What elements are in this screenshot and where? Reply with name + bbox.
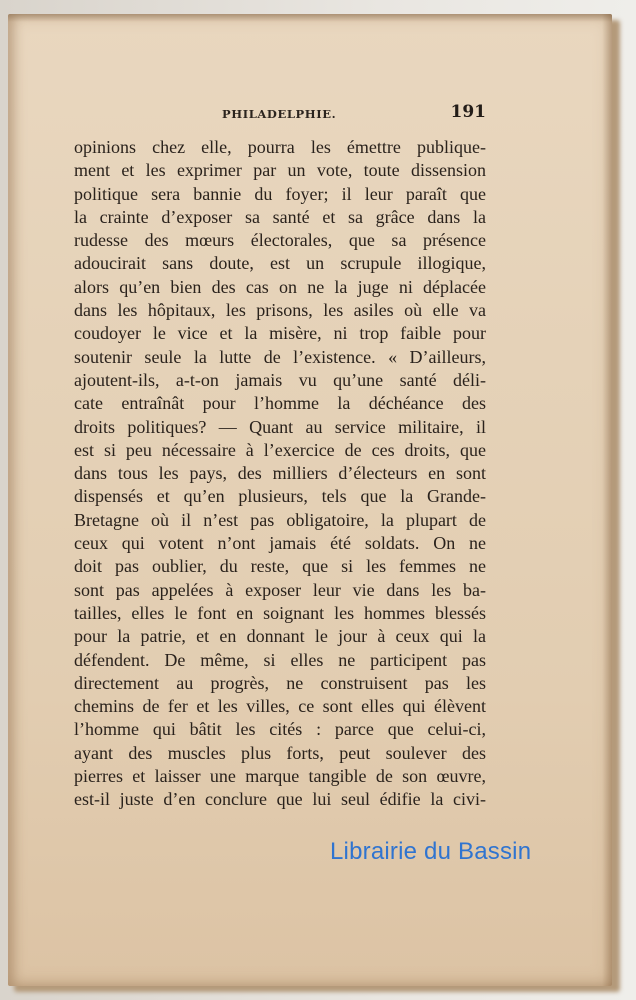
text-line: est-il juste d’en conclure que lui seul édifie la civi- [74,789,486,810]
text-line: tailles, elles le font en soignant les hommes blessés [74,602,486,623]
text-line: sont pas appelées à exposer leur vie dans les ba- [74,579,486,600]
text-line: droits politiques? — Quant au service militaire, il [74,416,486,437]
running-head: PHILADELPHIE. [222,107,337,121]
text-line: cate entraînât pour l’homme la déchéance des [74,393,486,414]
text-line: Bretagne où il n’est pas obligatoire, la plupart de [74,509,486,530]
text-line: ayant des muscles plus forts, peut soulever des [74,742,486,763]
page-right-edge [602,14,612,986]
text-line: dispensés et qu’en plusieurs, tels que la Grande- [74,486,486,507]
text-line: l’homme qui bâtit les cités : parce que celui-ci, [74,719,486,740]
text-line: directement au progrès, ne construisent pas les [74,672,486,693]
text-line: pierres et laisser une marque tangible de son œuvre, [74,766,486,787]
text-line: ment et les exprimer par un vote, toute dissension [74,160,486,181]
text-line: coudoyer le vice et la misère, ni trop faible pour [74,323,486,344]
page-header [74,102,486,126]
text-line: politique sera bannie du foyer; il leur paraît que [74,183,486,204]
text-line: alors qu’en bien des cas on ne la juge ni déplacée [74,276,486,297]
text-line: opinions chez elle, pourra les émettre publique- [74,137,486,157]
text-line: dans tous les pays, des milliers d’électeurs en sont [74,463,486,484]
text-line: défendent. De même, si elles ne participent pas [74,649,486,670]
watermark: Librairie du Bassin [330,838,532,865]
text-line: ceux qui votent n’ont jamais été soldats. On ne [74,533,486,554]
text-line: adoucirait sans doute, est un scrupule illogique, [74,253,486,274]
text-line: rudesse des mœurs électorales, que sa présence [74,230,486,251]
page-top-edge [8,14,612,22]
page-number: 191 [450,102,486,122]
text-line: chemins de fer et les villes, ce sont elles qui élèvent [74,696,486,717]
body-text [74,136,486,812]
text-line: doit pas oublier, du reste, que si les femmes ne [74,556,486,577]
text-line: pour la patrie, et en donnant le jour à ceux qui la [74,626,486,647]
text-line: dans les hôpitaux, les prisons, les asiles où elle va [74,300,486,321]
text-line: soutenir seule la lutte de l’existence. « D’ailleurs, [74,346,486,367]
text-line: est si peu nécessaire à l’exercice de ces droits, que [74,439,486,460]
text-line: ajoutent-ils, a-t-on jamais vu qu’une santé déli- [74,369,486,390]
text-line: la crainte d’exposer sa santé et sa grâce dans la [74,206,486,227]
